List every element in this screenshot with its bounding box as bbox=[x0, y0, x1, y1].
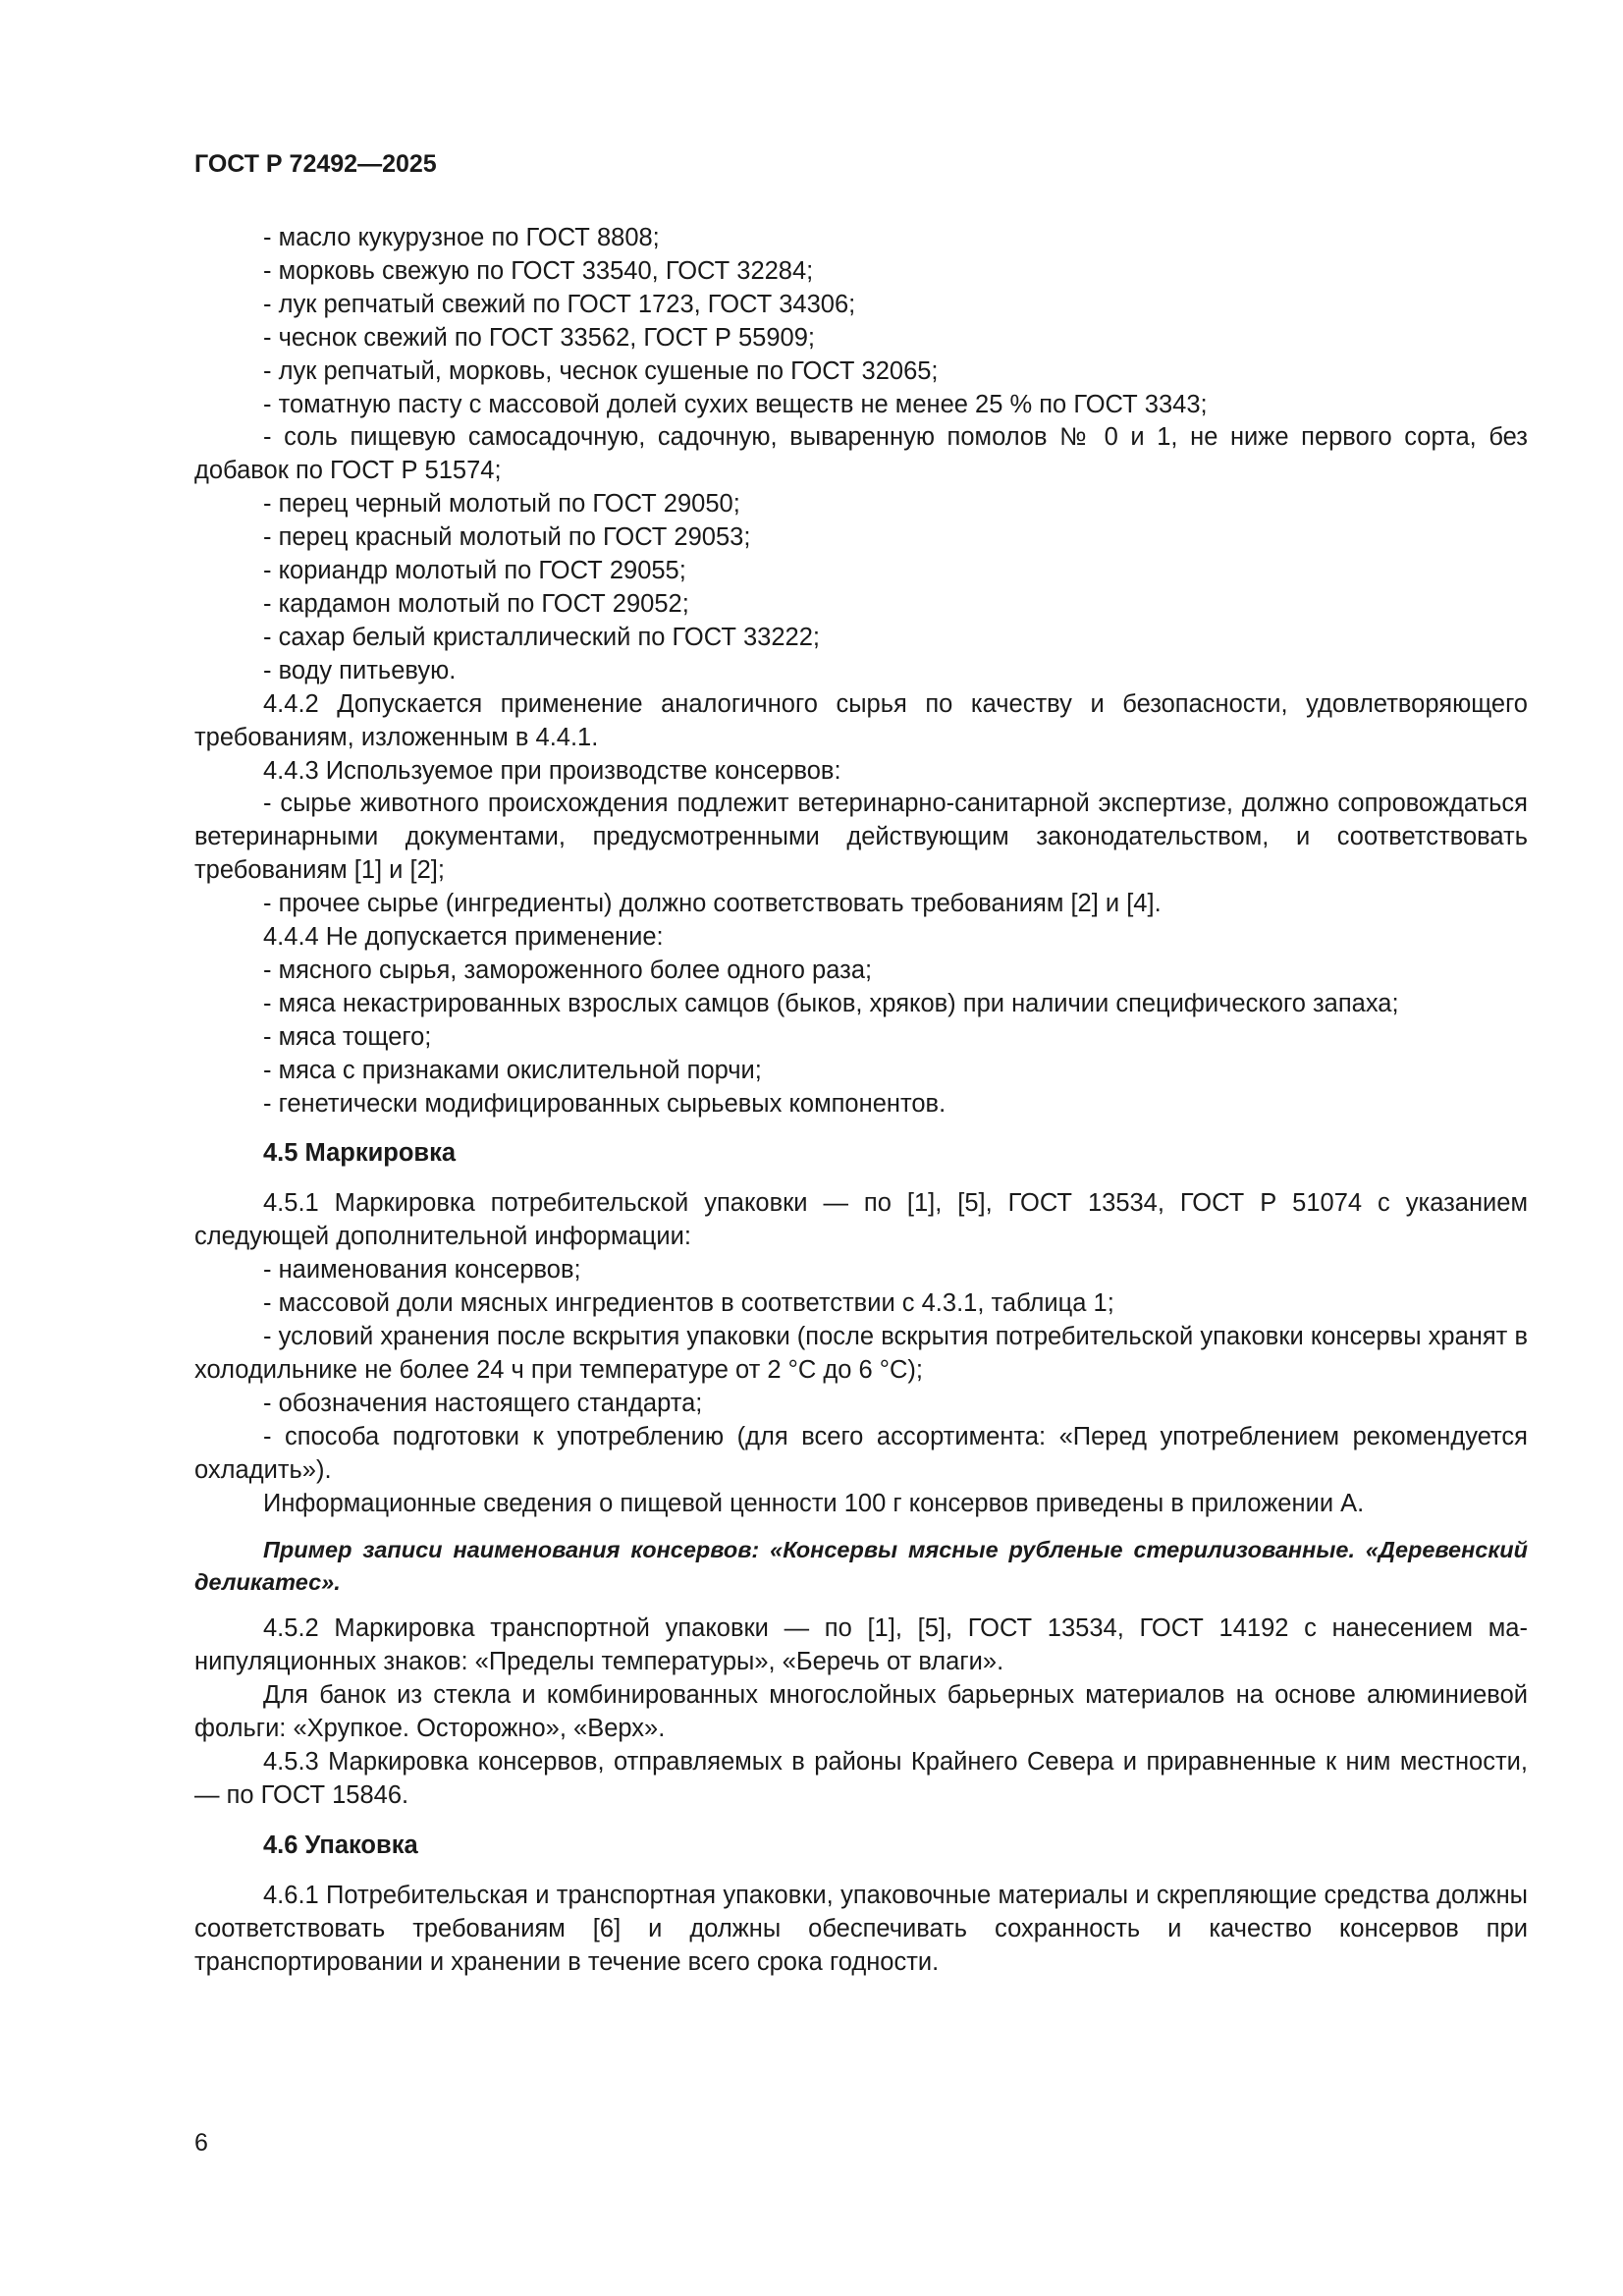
paragraph: - перец черный молотый по ГОСТ 29050; bbox=[263, 490, 740, 519]
paragraph: - способа подготовки к употреблению (для всего ассортимента: «Перед употреблением рекомендуется охладить»). bbox=[194, 1422, 1528, 1484]
paragraph: - мяса с признаками окислительной порчи; bbox=[263, 1056, 762, 1084]
paragraph: - сахар белый кристаллический по ГОСТ 33222; bbox=[263, 623, 820, 651]
paragraph: 4.5.2 Маркировка транспортной упаковки — по [1], [5], ГОСТ 13534, ГОСТ 14192 с нанесением манипуляционных знаков: «Пределы температуры», «Беречь от влаги». bbox=[194, 1614, 1528, 1676]
paragraph: - чеснок свежий по ГОСТ 33562, ГОСТ Р 55909; bbox=[263, 323, 815, 352]
paragraph: - обозначения настоящего стандарта; bbox=[263, 1389, 703, 1417]
paragraph: - массовой доли мясных ингредиентов в соответствии с 4.3.1, таблица 1; bbox=[263, 1289, 1114, 1318]
paragraph: - томатную пасту с массовой долей сухих веществ не менее 25 % по ГОСТ 3343; bbox=[263, 390, 1208, 418]
paragraph: - кориандр молотый по ГОСТ 29055; bbox=[263, 557, 686, 585]
paragraph: - условий хранения после вскрытия упаковки (после вскрытия потребительской упаковки консервы хранят в холодильнике не более 24 ч при температуре от 2 °С до 6 °С); bbox=[194, 1323, 1528, 1384]
paragraph: - наименования консервов; bbox=[263, 1256, 581, 1285]
paragraph: Для банок из стекла и комбинированных многослойных барьерных материалов на основе алюминиевой фольги: «Хрупкое. Осторожно», «Верх». bbox=[194, 1681, 1528, 1743]
document-header: ГОСТ Р 72492—2025 bbox=[194, 150, 437, 178]
paragraph: - перец красный молотый по ГОСТ 29053; bbox=[263, 523, 751, 552]
paragraph: - кардамон молотый по ГОСТ 29052; bbox=[263, 589, 689, 618]
example-note: Пример записи наименования консервов: «Консервы мясные рубленые стерилизованные. «Деревенский деликатес». bbox=[194, 1537, 1528, 1596]
paragraph: - мяса некастрированных взрослых самцов (быков, хряков) при наличии специфического запаха; bbox=[263, 989, 1399, 1017]
paragraph: - воду питьевую. bbox=[263, 656, 457, 684]
document-body bbox=[194, 222, 1528, 1980]
paragraph: - морковь свежую по ГОСТ 33540, ГОСТ 32284; bbox=[263, 256, 814, 285]
paragraph: - соль пищевую самосадочную, садочную, вываренную помолов № 0 и 1, не ниже первого сорта, без добавок по ГОСТ Р 51574; bbox=[194, 423, 1528, 485]
paragraph: - лук репчатый, морковь, чеснок сушеные по ГОСТ 32065; bbox=[263, 356, 939, 385]
paragraph: 4.6.1 Потребительская и транспортная упаковки, упаковочные материалы и скрепляющие средства должны соответствовать требованиям [6] и должны обеспечивать сохранность и качество консервов при транспортировании и хранении в течение всего срока годности. bbox=[194, 1881, 1528, 1976]
paragraph: - сырье животного происхождения подлежит ветеринарно-санитарной экспертизе, должно сопровождаться ветеринарными документами, предусмотренными действующим законодательством, и соответствовать требованиям [1] и [2]; bbox=[194, 790, 1528, 885]
paragraph: 4.5.1 Маркировка потребительской упаковки — по [1], [5], ГОСТ 13534, ГОСТ Р 51074 с указанием следующей дополнительной информации: bbox=[194, 1189, 1528, 1251]
paragraph: - масло кукурузное по ГОСТ 8808; bbox=[263, 224, 660, 251]
paragraph: 4.4.2 Допускается применение аналогичного сырья по качеству и безопасности, удовлетворяющего требованиям, изложенным в 4.4.1. bbox=[194, 689, 1528, 751]
paragraph: 4.5.3 Маркировка консервов, отправляемых в районы Крайнего Севера и приравненные к ним местности, — по ГОСТ 15846. bbox=[194, 1748, 1528, 1809]
paragraph: Информационные сведения о пищевой ценности 100 г консервов приведены в приложении А. bbox=[263, 1489, 1365, 1517]
page-number: 6 bbox=[194, 2129, 208, 2157]
section-heading: 4.5 Маркировка bbox=[263, 1139, 457, 1168]
paragraph: - генетически модифицированных сырьевых компонентов. bbox=[263, 1089, 947, 1118]
paragraph: - мясного сырья, замороженного более одного раза; bbox=[263, 956, 873, 984]
paragraph: - мяса тощего; bbox=[263, 1022, 432, 1051]
paragraph: - лук репчатый свежий по ГОСТ 1723, ГОСТ 34306; bbox=[263, 290, 856, 318]
section-heading: 4.6 Упаковка bbox=[263, 1831, 418, 1859]
paragraph: - прочее сырье (ингредиенты) должно соответствовать требованиям [2] и [4]. bbox=[263, 890, 1162, 918]
paragraph: 4.4.3 Используемое при производстве консервов: bbox=[263, 756, 841, 785]
paragraph: 4.4.4 Не допускается применение: bbox=[263, 923, 664, 952]
